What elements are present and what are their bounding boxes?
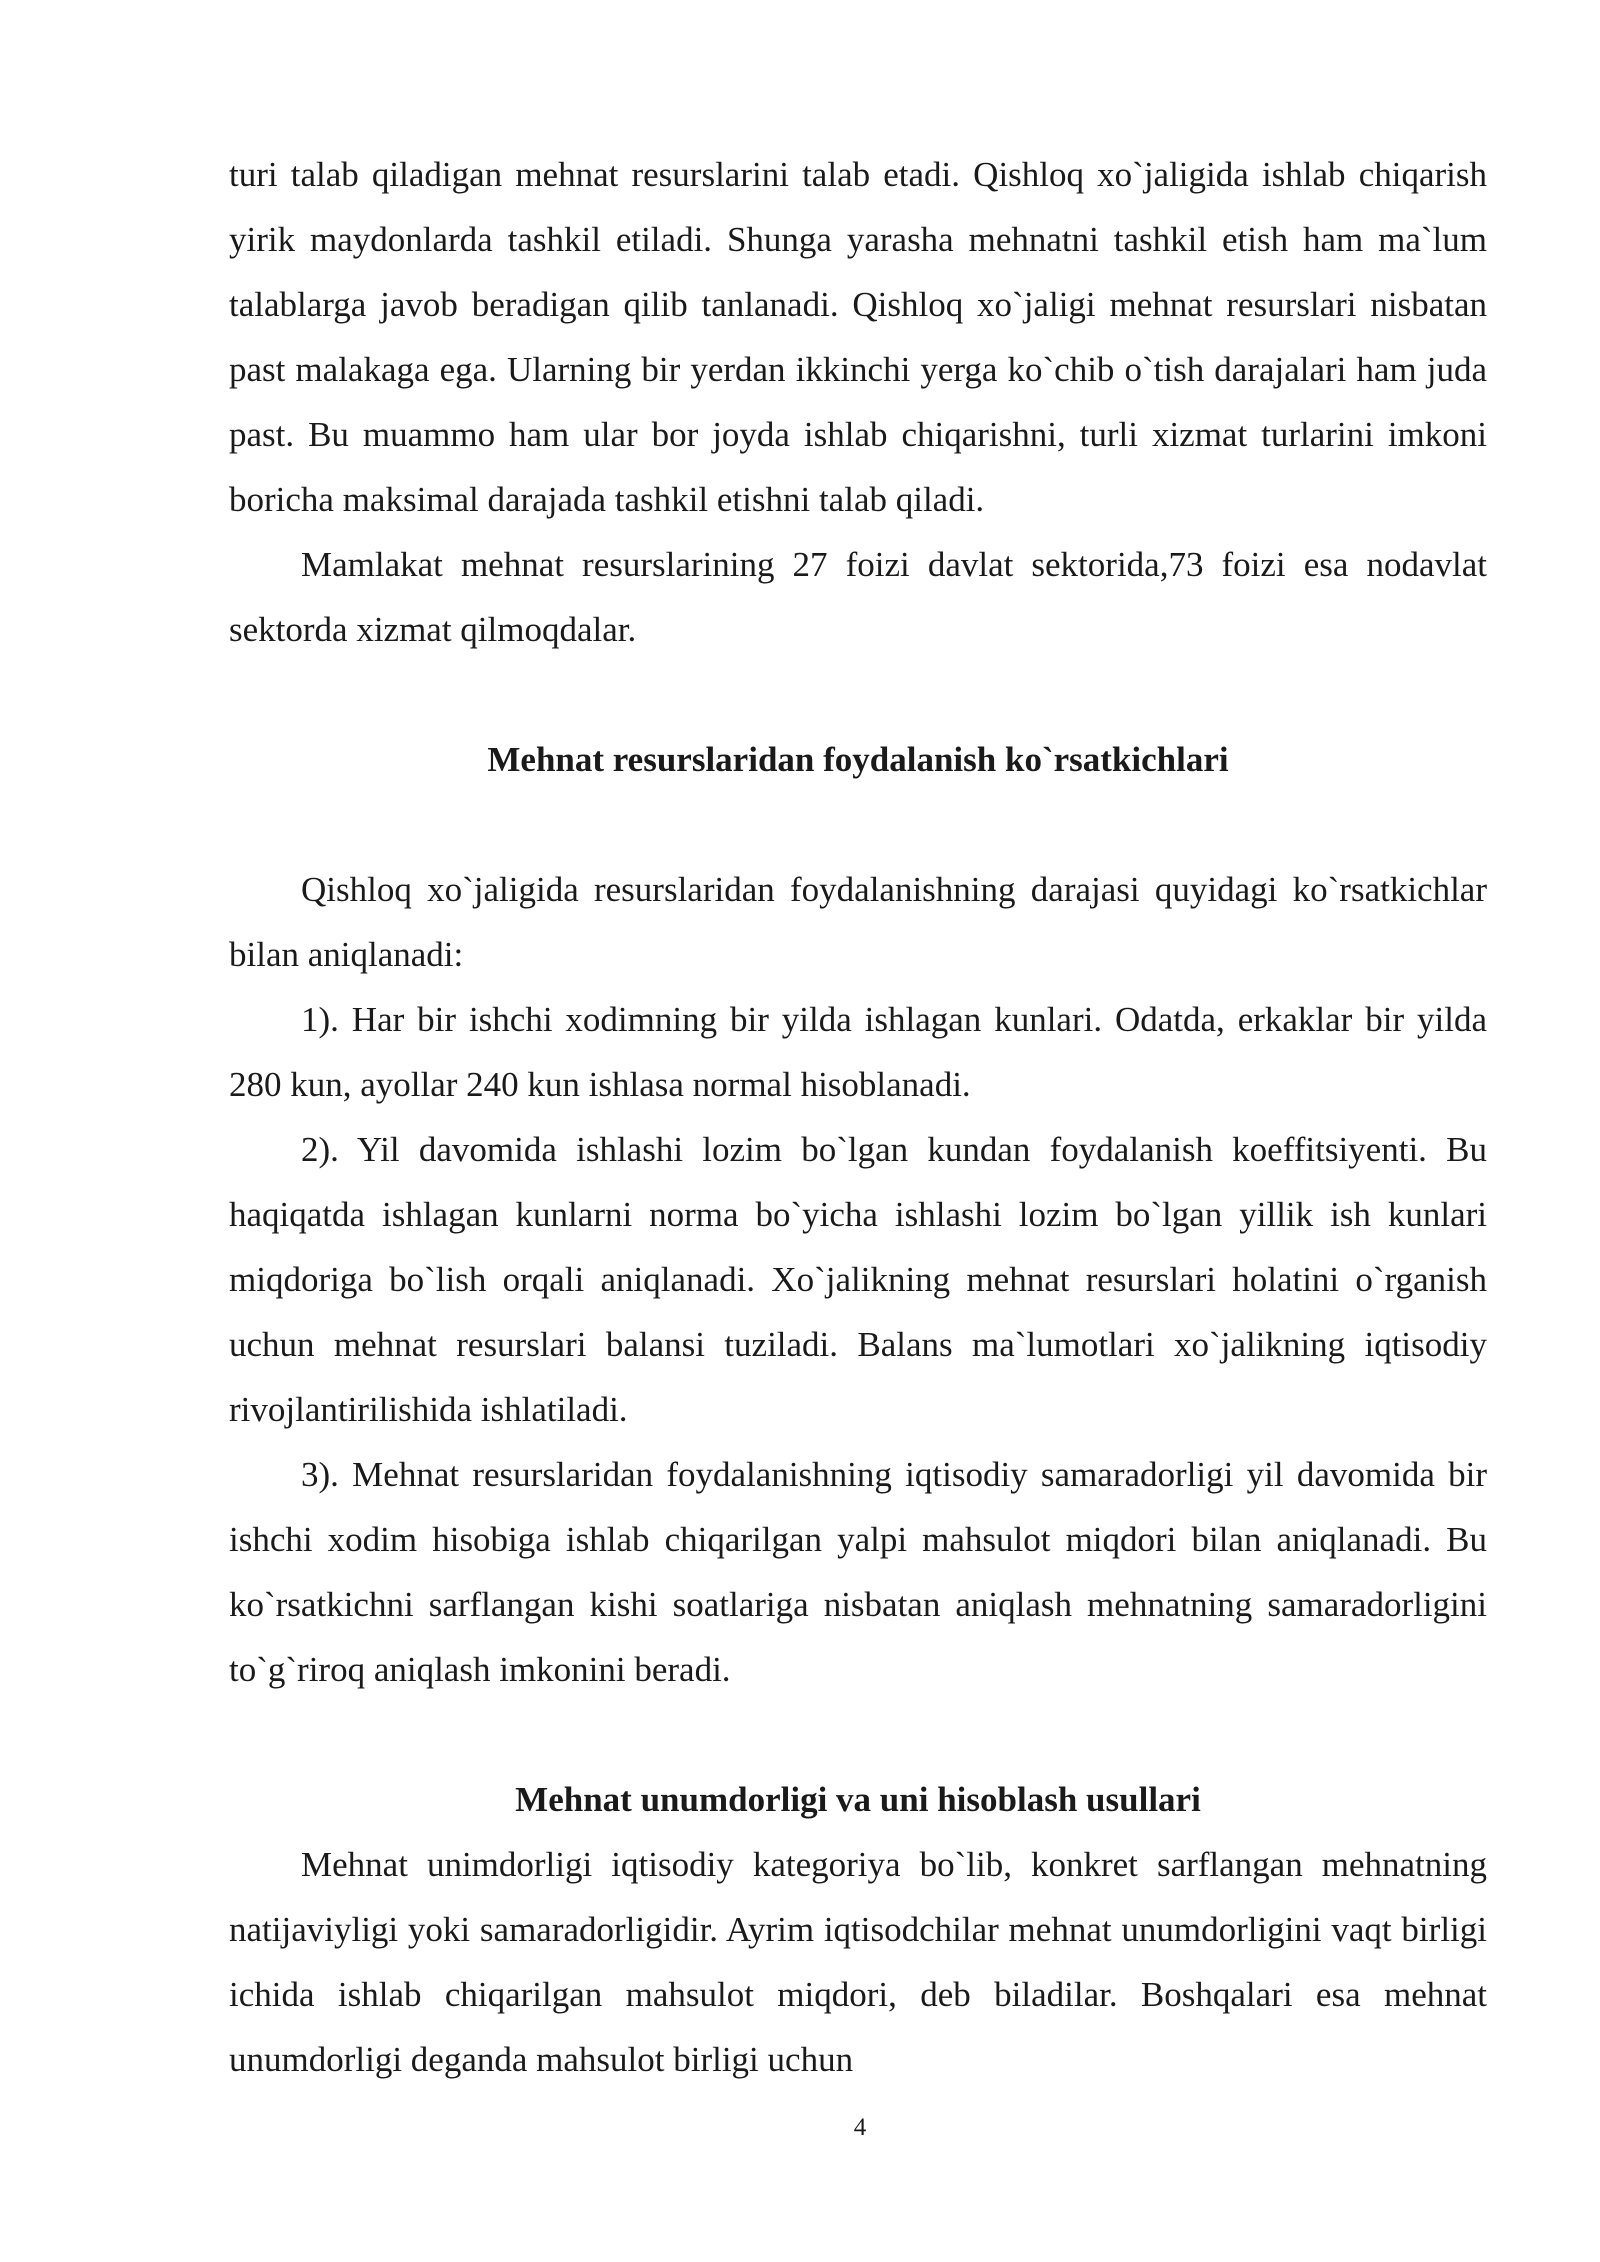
body-paragraph: turi talab qiladigan mehnat resurslarini talab etadi. Qishloq xo`jaligida ishlab chiqarish yirik maydonlarda tashkil etiladi. Shunga yarasha mehnatni tashkil etish ham ma`lum talablarga javob beradigan qilib tanlanadi. Qishloq xo`jaligi mehnat resurslari nisbatan past malakaga ega. Ularning bir yerdan ikkinchi yerga ko`chib o`tish darajalari ham juda past. Bu muammo ham ular bor joyda ishlab chiqarishni, turli xizmat turlarini imkoni boricha maksimal darajada tashkil etishni talab qiladi. (229, 155, 1487, 519)
list-item: 3). Mehnat resurslaridan foydalanishning iqtisodiy samaradorligi yil davomida bir ishchi xodim hisobiga ishlab chiqarilgan yalpi mahsulot miqdori bilan aniqlanadi. Bu ko`rsatkichni sarflangan kishi soatlariga nisbatan aniqlash mehnatning samaradorligini to`g`riroq aniqlash imkonini beradi. (229, 1455, 1487, 1689)
list-item: 1). Har bir ishchi xodimning bir yilda ishlagan kunlari. Odatda, erkaklar bir yilda 280 kun, ayollar 240 kun ishlasa normal hisoblanadi. (229, 1000, 1487, 1104)
section-heading: Mehnat unumdorligi va uni hisoblash usullari (515, 1780, 1201, 1819)
spacer (229, 1702, 1487, 1767)
list-item: 2). Yil davomida ishlashi lozim bo`lgan kundan foydalanish koeffitsiyenti. Bu haqiqatda ishlagan kunlarni norma bo`yicha ishlashi lozim bo`lgan yillik ish kunlari miqdoriga bo`lish orqali aniqlanadi. Xo`jalikning mehnat resurslari holatini o`rganish uchun mehnat resurslari balansi tuziladi. Balans ma`lumotlari xo`jalikning iqtisodiy rivojlantirilishida ishlatiladi. (229, 1130, 1487, 1429)
section-heading: Mehnat resurslaridan foydalanish ko`rsatkichlari (487, 740, 1229, 779)
spacer (229, 662, 1487, 727)
body-paragraph: Mehnat unimdorligi iqtisodiy kategoriya bo`lib, konkret sarflangan mehnatning natijaviyligi yoki samaradorligidir. Ayrim iqtisodchilar mehnat unumdorligini vaqt birligi ichida ishlab chiqarilgan mahsulot miqdori, deb biladilar. Boshqalari esa mehnat unumdorligi deganda mahsulot birligi uchun (229, 1845, 1487, 2079)
document-page (229, 142, 1487, 2092)
body-paragraph: Qishloq xo`jaligida resurslaridan foydalanishning darajasi quyidagi ko`rsatkichlar bilan aniqlanadi: (229, 870, 1487, 974)
body-paragraph: Mamlakat mehnat resurslarining 27 foizi davlat sektorida,73 foizi esa nodavlat sektorda xizmat qilmoqdalar. (229, 545, 1487, 649)
spacer (229, 792, 1487, 857)
page-number: 4 (853, 2114, 867, 2141)
